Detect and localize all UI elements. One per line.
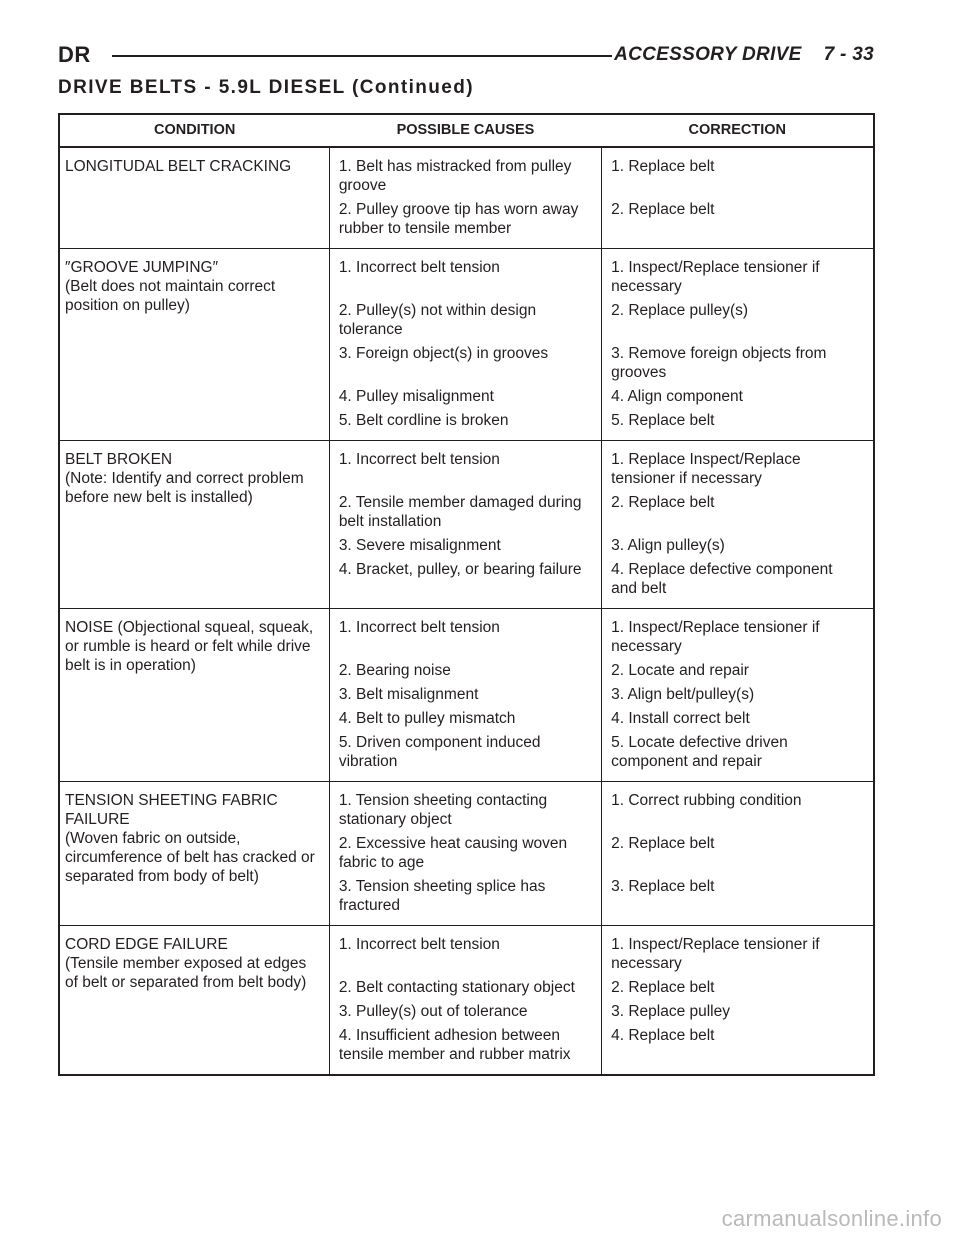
correction-item <box>602 411 873 430</box>
condition-line: (Belt does not maintain correct <box>65 278 276 295</box>
header-rule <box>112 55 612 57</box>
correction-item <box>602 1026 873 1064</box>
condition-line: LONGITUDAL BELT CRACKING <box>65 158 292 175</box>
correction-item <box>602 450 873 488</box>
cause-line: 2. Excessive heat causing woven <box>338 835 568 852</box>
correction-line: 4. Install correct belt <box>611 710 750 727</box>
condition-cell <box>59 609 329 782</box>
cause-line: 4. Belt to pulley mismatch <box>338 710 516 727</box>
causes-cell <box>329 249 601 441</box>
cause-line: belt installation <box>338 513 442 530</box>
correction-line: 5. Locate defective driven <box>611 734 788 751</box>
correction-cell <box>602 609 874 782</box>
condition-line: before new belt is installed) <box>65 489 253 506</box>
condition-line: belt is in operation) <box>65 657 196 674</box>
condition-cell <box>59 249 329 441</box>
causes-cell <box>329 147 601 249</box>
correction-cell <box>602 441 874 609</box>
correction-item <box>602 387 873 406</box>
correction-line: 2. Replace belt <box>611 979 715 996</box>
condition-line: separated from body of belt) <box>65 868 259 885</box>
table-row <box>59 782 874 926</box>
correction-line: tensioner if necessary <box>611 470 762 487</box>
cause-item <box>330 301 601 339</box>
condition-line: (Woven fabric on outside, <box>65 830 241 847</box>
condition-line: position on pulley) <box>65 297 190 314</box>
condition-line: or rumble is heard or felt while drive <box>65 638 311 655</box>
cause-line: 3. Severe misalignment <box>338 537 501 554</box>
correction-item <box>602 791 873 829</box>
correction-line: 4. Replace belt <box>611 1027 715 1044</box>
column-header-causes: POSSIBLE CAUSES <box>329 114 601 147</box>
table-row <box>59 249 874 441</box>
correction-line: 1. Replace Inspect/Replace <box>611 451 801 468</box>
cause-line: vibration <box>338 753 398 770</box>
cause-item <box>330 493 601 531</box>
cause-line: 4. Pulley misalignment <box>338 388 494 405</box>
correction-item <box>602 661 873 680</box>
correction-cell <box>602 782 874 926</box>
correction-line: 2. Replace pulley(s) <box>611 302 749 319</box>
cause-item <box>330 1002 601 1021</box>
correction-item <box>602 685 873 704</box>
cause-line: 4. Insufficient adhesion between <box>338 1027 560 1044</box>
correction-cell <box>602 147 874 249</box>
header-model-code: DR <box>58 42 91 67</box>
condition-line: CORD EDGE FAILURE <box>65 936 228 953</box>
cause-item <box>330 685 601 704</box>
condition-line: circumference of belt has cracked or <box>65 849 315 866</box>
condition-line: of belt or separated from belt body) <box>65 974 307 991</box>
watermark-logo: carmanualsonline.info <box>721 1206 942 1231</box>
cause-item <box>330 709 601 728</box>
condition-line: (Tensile member exposed at edges <box>65 955 307 972</box>
table-row <box>59 609 874 782</box>
cause-line: 1. Belt has mistracked from pulley <box>338 158 572 175</box>
correction-item <box>602 618 873 656</box>
correction-line: 4. Align component <box>611 388 743 405</box>
cause-line: 4. Bracket, pulley, or bearing failure <box>338 561 582 578</box>
correction-item <box>602 157 873 195</box>
cause-line: rubber to tensile member <box>338 220 512 237</box>
cause-item <box>330 157 601 195</box>
cause-line: tolerance <box>338 321 403 338</box>
table-row <box>59 147 874 249</box>
cause-item <box>330 450 601 488</box>
correction-cell <box>602 249 874 441</box>
cause-line: tensile member and rubber matrix <box>338 1046 571 1063</box>
cause-line: 1. Incorrect belt tension <box>338 259 500 276</box>
cause-line: 3. Foreign object(s) in grooves <box>338 345 549 362</box>
correction-line: 4. Replace defective component <box>611 561 833 578</box>
causes-cell <box>329 926 601 1076</box>
cause-line: fractured <box>338 897 400 914</box>
causes-cell <box>329 609 601 782</box>
correction-line: necessary <box>611 278 682 295</box>
causes-cell <box>329 782 601 926</box>
condition-cell <box>59 782 329 926</box>
condition-cell <box>59 441 329 609</box>
correction-line: and belt <box>611 580 667 597</box>
condition-line: (Note: Identify and correct problem <box>65 470 304 487</box>
cause-item <box>330 387 601 406</box>
cause-item <box>330 258 601 296</box>
correction-item <box>602 493 873 531</box>
correction-line: necessary <box>611 955 682 972</box>
cause-line: 5. Driven component induced <box>338 734 541 751</box>
condition-line: ″GROOVE JUMPING″ <box>65 259 219 276</box>
cause-line: stationary object <box>338 811 452 828</box>
cause-item <box>330 200 601 238</box>
cause-line: 2. Pulley(s) not within design <box>338 302 537 319</box>
correction-item <box>602 1002 873 1021</box>
cause-line: 3. Pulley(s) out of tolerance <box>338 1003 528 1020</box>
correction-line: 1. Inspect/Replace tensioner if <box>611 936 820 953</box>
correction-line: 3. Replace pulley <box>611 1003 731 1020</box>
cause-line: 2. Tensile member damaged during <box>338 494 582 511</box>
column-header-correction: CORRECTION <box>602 114 874 147</box>
cause-line: fabric to age <box>338 854 425 871</box>
condition-cell <box>59 926 329 1076</box>
correction-line: 1. Correct rubbing condition <box>611 792 802 809</box>
column-header-condition: CONDITION <box>59 114 329 147</box>
correction-item <box>602 200 873 238</box>
cause-line: 1. Incorrect belt tension <box>338 451 500 468</box>
diagnosis-table <box>58 113 875 1076</box>
correction-line: 2. Replace belt <box>611 201 715 218</box>
correction-line: 1. Replace belt <box>611 158 715 175</box>
header-right <box>614 44 874 66</box>
cause-item <box>330 618 601 656</box>
correction-line: 2. Replace belt <box>611 494 715 511</box>
cause-item <box>330 791 601 829</box>
cause-line: 3. Belt misalignment <box>338 686 479 703</box>
condition-cell <box>59 147 329 249</box>
header-section-name: ACCESSORY DRIVE <box>614 44 802 65</box>
condition-line: BELT BROKEN <box>65 451 173 468</box>
cause-item <box>330 877 601 915</box>
correction-item <box>602 709 873 728</box>
cause-item <box>330 661 601 680</box>
condition-line: TENSION SHEETING FABRIC <box>65 792 278 809</box>
correction-line: 2. Replace belt <box>611 835 715 852</box>
cause-line: 1. Incorrect belt tension <box>338 936 500 953</box>
cause-line: groove <box>338 177 387 194</box>
cause-item <box>330 834 601 872</box>
cause-line: 2. Pulley groove tip has worn away <box>338 201 579 218</box>
table-body <box>59 147 874 1075</box>
table-header-row <box>59 114 874 147</box>
table-row <box>59 441 874 609</box>
cause-line: 1. Tension sheeting contacting <box>338 792 548 809</box>
cause-item <box>330 935 601 973</box>
correction-line: 3. Align pulley(s) <box>611 537 725 554</box>
causes-cell <box>329 441 601 609</box>
cause-item <box>330 733 601 771</box>
cause-line: 3. Tension sheeting splice has <box>338 878 546 895</box>
correction-line: 3. Align belt/pulley(s) <box>611 686 755 703</box>
correction-line: component and repair <box>611 753 762 770</box>
correction-line: grooves <box>611 364 667 381</box>
correction-line: necessary <box>611 638 682 655</box>
condition-line: NOISE (Objectional squeal, squeak, <box>65 619 314 636</box>
correction-cell <box>602 926 874 1076</box>
cause-item <box>330 978 601 997</box>
table-row <box>59 926 874 1076</box>
correction-line: 5. Replace belt <box>611 412 715 429</box>
correction-item <box>602 560 873 598</box>
correction-item <box>602 978 873 997</box>
correction-line: 3. Replace belt <box>611 878 715 895</box>
cause-line: 2. Belt contacting stationary object <box>338 979 575 996</box>
correction-line: 3. Remove foreign objects from <box>611 345 827 362</box>
correction-item <box>602 536 873 555</box>
cause-line: 1. Incorrect belt tension <box>338 619 500 636</box>
correction-item <box>602 733 873 771</box>
cause-item <box>330 536 601 555</box>
correction-item <box>602 877 873 915</box>
correction-line: 2. Locate and repair <box>611 662 749 679</box>
header-page-number: 7 - 33 <box>823 44 874 65</box>
cause-item <box>330 1026 601 1064</box>
cause-line: 5. Belt cordline is broken <box>338 412 509 429</box>
section-title: DRIVE BELTS - 5.9L DIESEL (Continued) <box>58 77 474 98</box>
correction-item <box>602 834 873 872</box>
correction-item <box>602 344 873 382</box>
correction-item <box>602 258 873 296</box>
cause-item <box>330 344 601 382</box>
correction-line: 1. Inspect/Replace tensioner if <box>611 259 820 276</box>
cause-item <box>330 411 601 430</box>
cause-line: 2. Bearing noise <box>338 662 451 679</box>
cause-item <box>330 560 601 598</box>
correction-item <box>602 935 873 973</box>
correction-line: 1. Inspect/Replace tensioner if <box>611 619 820 636</box>
correction-item <box>602 301 873 339</box>
condition-line: FAILURE <box>65 811 130 828</box>
